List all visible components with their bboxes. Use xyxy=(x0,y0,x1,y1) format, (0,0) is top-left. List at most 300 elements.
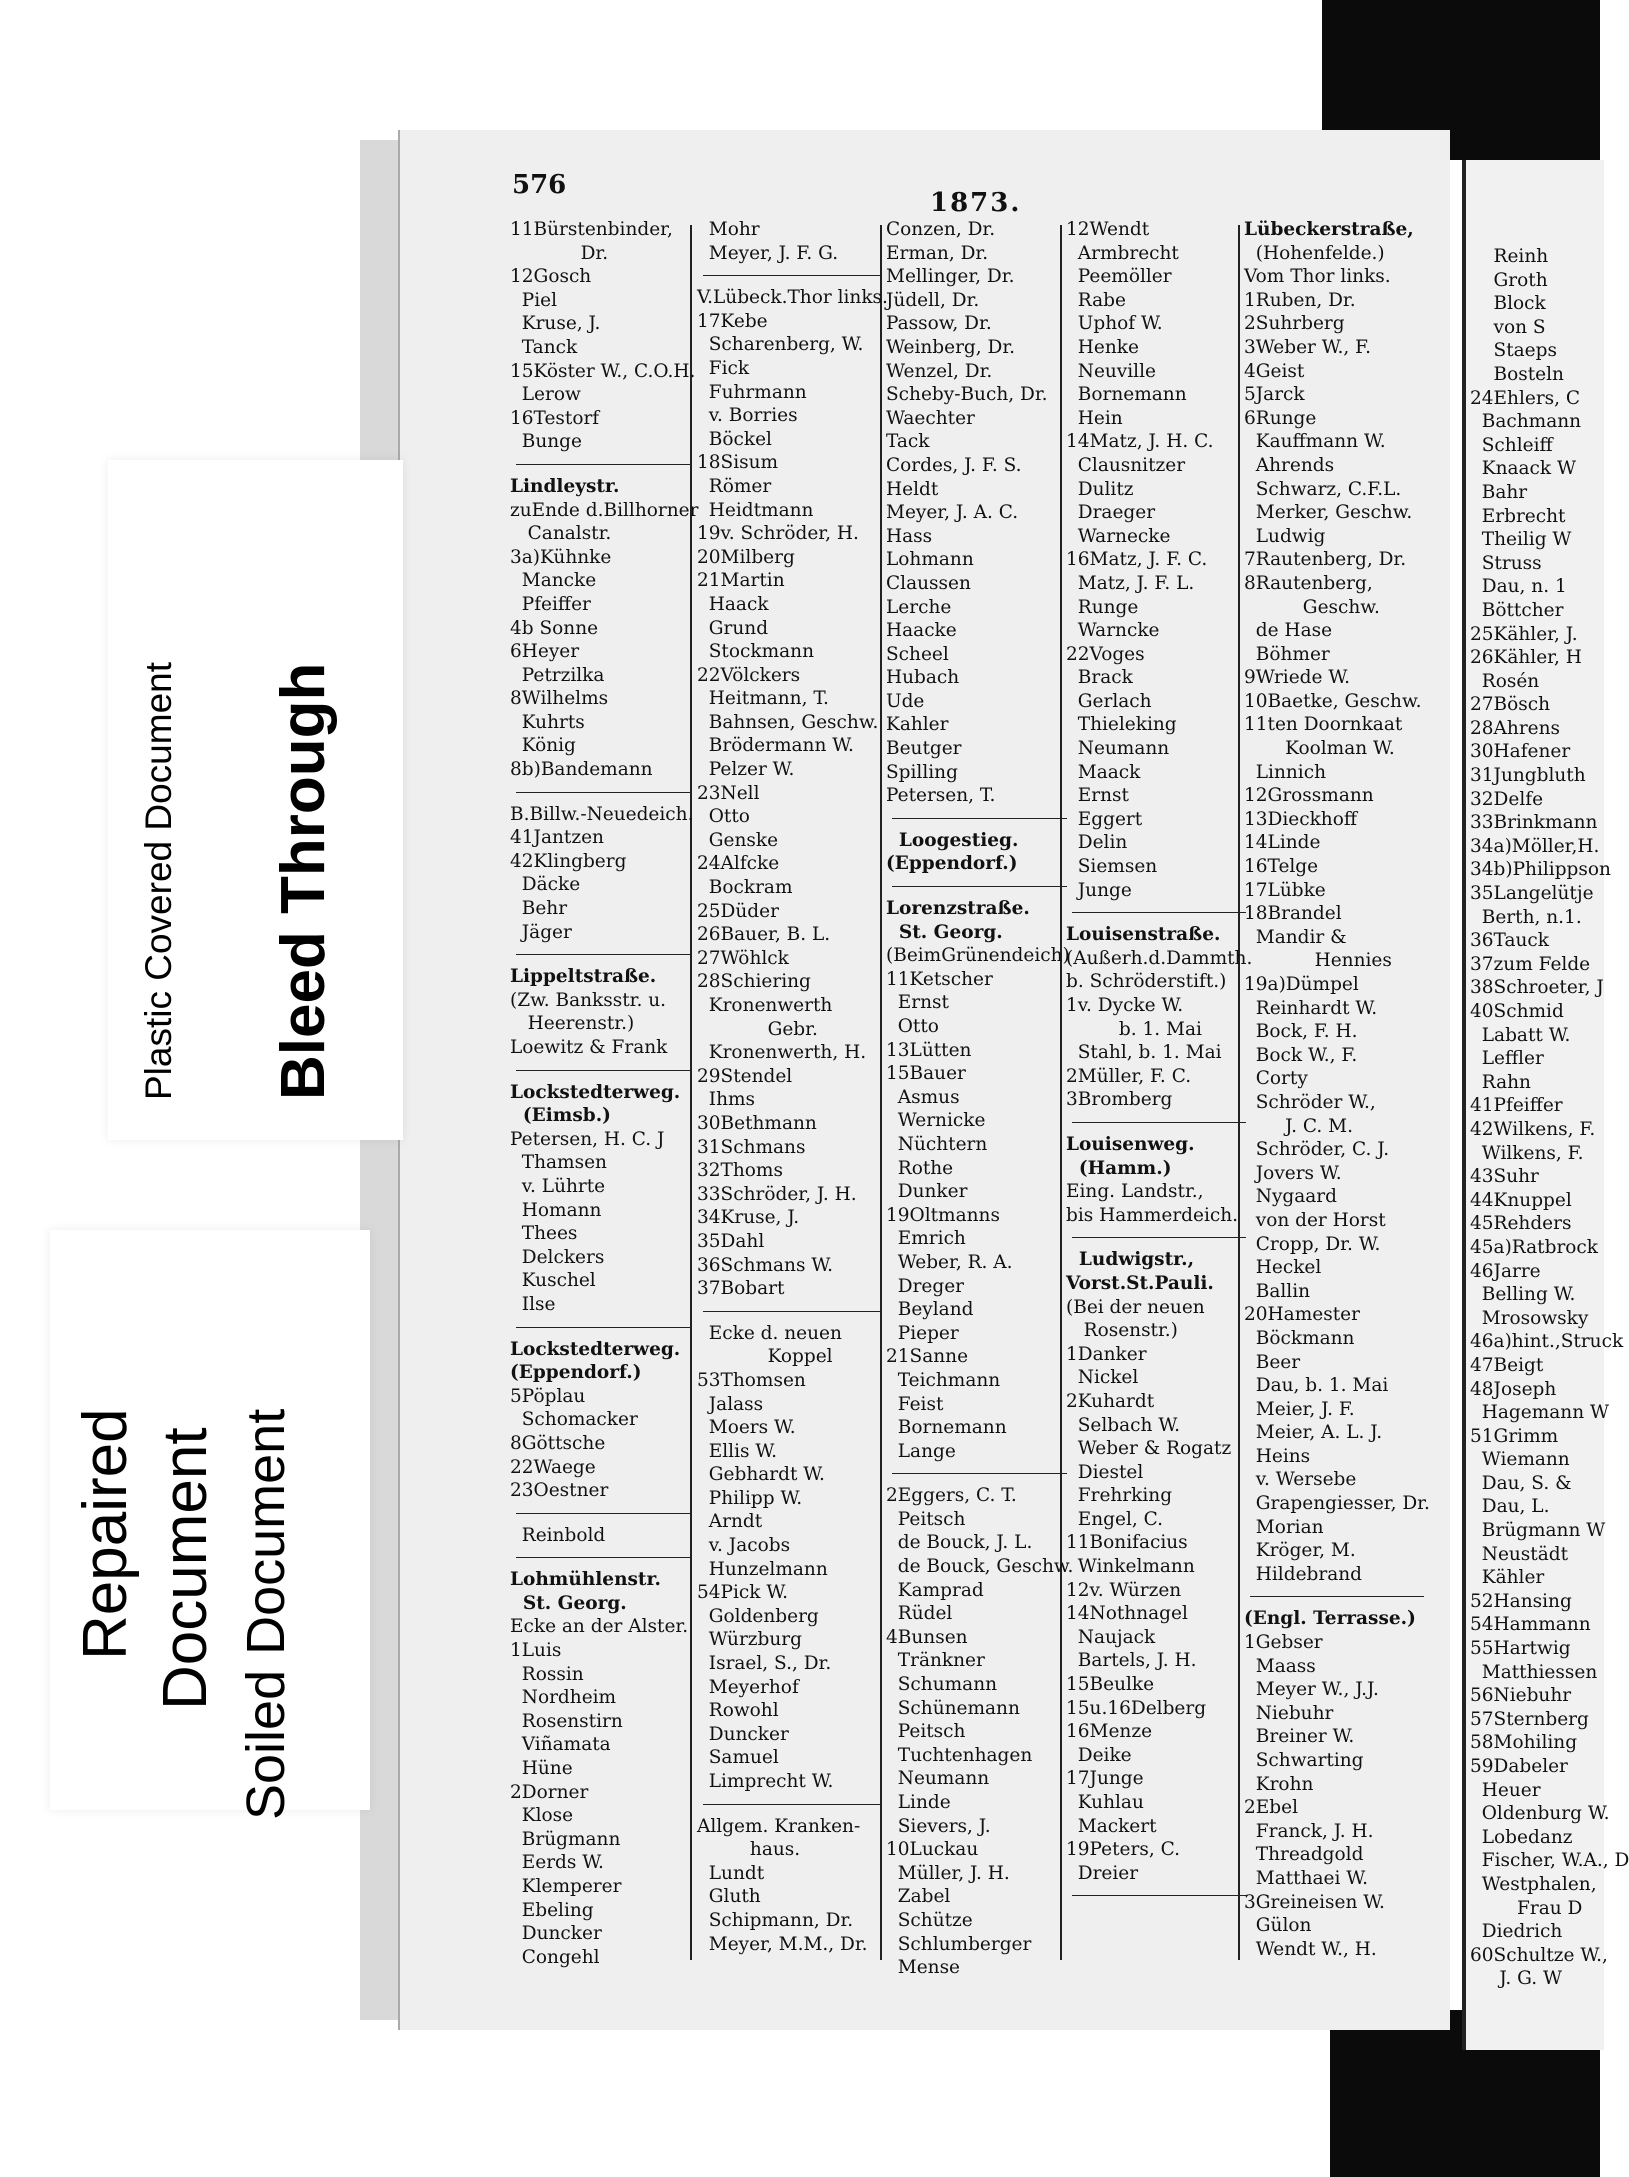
directory-entry: Tränkner xyxy=(886,1650,985,1672)
directory-entry: Runge xyxy=(1066,596,1139,618)
directory-entry: Geschw. xyxy=(1244,596,1380,618)
directory-entry: 13Dieckhoff xyxy=(1244,808,1358,830)
adjacent-page-entry: Frau D xyxy=(1470,1897,1583,1919)
directory-entry: haus. xyxy=(697,1839,801,1861)
directory-entry: Genske xyxy=(697,829,779,851)
directory-entry: Hildebrand xyxy=(1244,1563,1362,1585)
directory-entry: 30Bethmann xyxy=(697,1112,817,1134)
directory-entry: Viñamata xyxy=(510,1734,611,1756)
directory-entry: Lange xyxy=(886,1440,956,1462)
directory-entry: Peemöller xyxy=(1066,266,1172,288)
directory-entry: Ernst xyxy=(886,992,949,1014)
directory-entry: Heins xyxy=(1244,1445,1311,1467)
directory-entry: 6Runge xyxy=(1244,407,1317,429)
directory-entry: Eggert xyxy=(1066,808,1143,830)
directory-entry: Zabel xyxy=(886,1886,951,1908)
directory-entry: 11ten Doornkaat xyxy=(1244,714,1403,736)
adjacent-page-entry: Matthiessen xyxy=(1470,1661,1598,1683)
directory-entry: Otto xyxy=(886,1016,939,1037)
directory-entry: Bahnsen, Geschw. xyxy=(697,711,879,733)
directory-entry: Gerlach xyxy=(1066,690,1152,712)
page-year: 1873. xyxy=(930,188,1022,218)
directory-entry: Ecke an der Alster. xyxy=(510,1616,689,1638)
directory-entry: Scheby-Buch, Dr. xyxy=(886,384,1048,406)
directory-entry: b. 1. Mai xyxy=(1066,1018,1202,1040)
directory-entry: 3a)Kühnke xyxy=(510,546,612,568)
directory-entry: Otto xyxy=(697,806,750,828)
adjacent-page-entry: Wiemann xyxy=(1470,1449,1570,1471)
directory-entry: Weber, R. A. xyxy=(886,1251,1013,1273)
adjacent-page-entry: 60Schultze W., xyxy=(1470,1944,1608,1966)
directory-entry: 31Schmans xyxy=(697,1136,806,1158)
directory-entry: Brügmann xyxy=(510,1828,621,1850)
directory-entry: 36Schmans W. xyxy=(697,1254,834,1276)
directory-entry: Linnich xyxy=(1244,761,1326,783)
directory-entry: bis Hammerdeich. xyxy=(1066,1204,1239,1226)
adjacent-page-entry: 43Suhr xyxy=(1470,1166,1539,1188)
directory-entry: Winkelmann xyxy=(1066,1556,1195,1578)
directory-entry: Meier, J. F. xyxy=(1244,1398,1355,1420)
directory-entry: Tuchtenhagen xyxy=(886,1744,1033,1766)
directory-entry: Ilse xyxy=(510,1293,556,1315)
directory-entry: Nickel xyxy=(1066,1367,1139,1389)
adjacent-page-entry: 46a)hint.,Struck xyxy=(1470,1331,1624,1353)
directory-entry: Hein xyxy=(1066,407,1123,429)
directory-entry: Moers W. xyxy=(697,1417,796,1439)
directory-entry: Niebuhr xyxy=(1244,1702,1334,1724)
directory-entry: Siemsen xyxy=(1066,856,1158,878)
directory-entry: (Zw. Banksstr. u. xyxy=(510,989,667,1011)
adjacent-page-entry: 40Schmid xyxy=(1470,1001,1564,1022)
directory-entry: Homann xyxy=(510,1199,602,1221)
directory-entry: 8b)Bandemann xyxy=(510,759,653,781)
directory-entry: 33Schröder, J. H. xyxy=(697,1183,857,1205)
directory-entry: Heitmann, T. xyxy=(697,688,829,710)
section-rule xyxy=(703,1804,882,1805)
directory-entry: Petersen, H. C. J xyxy=(510,1128,665,1150)
directory-entry: de Hase xyxy=(1244,620,1333,642)
directory-entry: Loewitz & Frank xyxy=(510,1037,668,1058)
plastic-covered-label: Plastic Covered Document xyxy=(138,661,179,1100)
directory-entry: 1Ruben, Dr. xyxy=(1244,289,1356,311)
directory-entry: Heldt xyxy=(886,478,939,500)
directory-entry: Ludwig xyxy=(1244,525,1326,547)
directory-entry: Bockram xyxy=(697,877,793,899)
directory-entry: Passow, Dr. xyxy=(886,313,992,335)
adjacent-page-entry: Labatt W. xyxy=(1470,1024,1571,1046)
directory-entry: Delin xyxy=(1066,832,1128,854)
directory-entry: Emrich xyxy=(886,1228,966,1250)
directory-entry: Kronenwerth, H. xyxy=(697,1042,867,1064)
adjacent-page-entry: Mrosowsky xyxy=(1470,1307,1589,1329)
directory-entry: 8Wilhelms xyxy=(510,688,609,710)
directory-entry: Bock W., F. xyxy=(1244,1044,1358,1066)
directory-entry: Rossin xyxy=(510,1663,584,1685)
directory-entry: 3Weber W., F. xyxy=(1244,336,1371,358)
directory-entry: Matz, J. F. L. xyxy=(1066,572,1195,594)
adjacent-page-entry: 58Mohiling xyxy=(1470,1732,1578,1754)
directory-column-4 xyxy=(1066,218,1252,1906)
directory-entry: Kruse, J. xyxy=(510,313,601,335)
adjacent-page-entry: von S xyxy=(1470,316,1546,338)
street-heading: St. Georg. xyxy=(510,1592,627,1614)
adjacent-page-entry: 48Joseph xyxy=(1470,1378,1557,1400)
adjacent-page-entry: 32Delfe xyxy=(1470,788,1544,810)
directory-entry: 17Kebe xyxy=(697,310,768,332)
street-heading: (Eppendorf.) xyxy=(510,1362,642,1384)
directory-entry: 17Lübke xyxy=(1244,879,1326,901)
repaired-soiled-label xyxy=(50,1230,370,1820)
directory-entry: König xyxy=(510,735,576,757)
adjacent-page-entry: 42Wilkens, F. xyxy=(1470,1118,1596,1140)
directory-entry: Peitsch xyxy=(886,1721,966,1743)
directory-entry: Waechter xyxy=(886,407,975,429)
adjacent-page-entry: Dau, L. xyxy=(1470,1496,1550,1518)
directory-column-5 xyxy=(1244,218,1430,1961)
directory-entry: Dunker xyxy=(886,1181,968,1203)
directory-entry: Vom Thor links. xyxy=(1244,266,1391,288)
directory-entry: Frehrking xyxy=(1066,1485,1173,1507)
directory-entry: Wernicke xyxy=(886,1110,986,1132)
street-heading: Lockstedterweg. xyxy=(510,1081,681,1103)
directory-entry: Mackert xyxy=(1066,1815,1157,1837)
directory-entry: Weber & Rogatz xyxy=(1066,1438,1232,1460)
directory-entry: Warnecke xyxy=(1066,525,1171,547)
directory-entry: Teichmann xyxy=(886,1369,1001,1391)
directory-entry: Mohr xyxy=(697,219,760,240)
directory-entry: Böckel xyxy=(697,428,772,450)
adjacent-page-entry: 26Kähler, H xyxy=(1470,647,1582,669)
directory-entry: Dau, b. 1. Mai xyxy=(1244,1375,1389,1397)
adjacent-page-entry: Erbrecht xyxy=(1470,505,1566,527)
directory-entry: Delckers xyxy=(510,1246,605,1268)
directory-entry: 6Heyer xyxy=(510,641,580,663)
directory-entry: Duncker xyxy=(697,1723,789,1745)
directory-entry: Meyerhof xyxy=(697,1676,799,1698)
directory-entry: 16Telge xyxy=(1244,856,1319,878)
directory-entry: 3Greineisen W. xyxy=(1244,1891,1385,1913)
adjacent-page-entry: 46Jarre xyxy=(1470,1260,1541,1282)
directory-entry: 17Junge xyxy=(1066,1768,1144,1790)
adjacent-page-entry: 38Schroeter, J xyxy=(1470,977,1604,999)
directory-entry: Pelzer W. xyxy=(697,759,795,781)
directory-entry: Mense xyxy=(886,1957,961,1979)
directory-entry: Böhmer xyxy=(1244,643,1330,665)
directory-entry: 1Danker xyxy=(1066,1343,1147,1365)
adjacent-page-entry: 45Rehders xyxy=(1470,1213,1572,1235)
street-heading: Loogestieg. xyxy=(886,829,1019,851)
directory-entry: 35Dahl xyxy=(697,1230,765,1252)
directory-entry: 20Milberg xyxy=(697,546,795,568)
directory-entry: Draeger xyxy=(1066,502,1156,524)
section-rule xyxy=(1072,912,1246,913)
directory-entry: Sievers, J. xyxy=(886,1815,991,1837)
directory-entry: Scheel xyxy=(886,643,949,665)
directory-entry: Pfeiffer xyxy=(510,593,591,615)
adjacent-page-entry: Schleiff xyxy=(1470,434,1553,456)
directory-entry: Engel, C. xyxy=(1066,1508,1164,1530)
adjacent-page-entry: Kähler xyxy=(1470,1567,1545,1589)
adjacent-page-entry: 57Sternberg xyxy=(1470,1708,1589,1730)
directory-entry: Ahrends xyxy=(1244,454,1335,476)
adjacent-page-entry: Heuer xyxy=(1470,1779,1541,1801)
adjacent-page-entry: Rahn xyxy=(1470,1071,1531,1093)
directory-entry: 19Peters, C. xyxy=(1066,1839,1180,1861)
directory-entry: Jalass xyxy=(697,1393,764,1415)
directory-entry: Neumann xyxy=(886,1768,990,1790)
directory-entry: Hunzelmann xyxy=(697,1558,828,1580)
adjacent-page-entry: 27Bösch xyxy=(1470,694,1551,716)
directory-entry: Bunge xyxy=(510,431,582,453)
street-heading: (Eimsb.) xyxy=(510,1105,611,1127)
directory-entry: Eerds W. xyxy=(510,1852,604,1874)
directory-entry: Mancke xyxy=(510,570,597,592)
directory-entry: 22Voges xyxy=(1066,643,1145,665)
directory-entry: v. Jacobs xyxy=(697,1535,791,1557)
directory-entry: Spilling xyxy=(886,761,958,783)
directory-entry: B.Billw.-Neuedeich. xyxy=(510,803,694,825)
section-rule xyxy=(1072,1122,1246,1123)
directory-entry: Haacke xyxy=(886,620,957,642)
directory-entry: Maack xyxy=(1066,761,1141,783)
directory-entry: Kröger, M. xyxy=(1244,1540,1356,1562)
directory-entry: (Bei der neuen xyxy=(1066,1296,1205,1318)
directory-entry: (Außerh.d.Dammth. xyxy=(1066,947,1253,969)
directory-entry: v. Borries xyxy=(697,405,798,427)
adjacent-page-entry: Belling W. xyxy=(1470,1284,1576,1306)
directory-entry: Schröder W., xyxy=(1244,1091,1376,1113)
directory-entry: 42Klingberg xyxy=(510,850,627,872)
adjacent-page-entry: Oldenburg W. xyxy=(1470,1803,1610,1825)
directory-entry: Thees xyxy=(510,1223,578,1245)
directory-entry: 2Müller, F. C. xyxy=(1066,1065,1192,1087)
section-rule xyxy=(516,464,692,465)
directory-entry: Ecke d. neuen xyxy=(697,1322,842,1344)
directory-entry: (BeimGrünendeich) xyxy=(886,945,1070,967)
adjacent-page-entry: Westphalen, xyxy=(1470,1873,1597,1895)
directory-entry: Schlumberger xyxy=(886,1933,1032,1955)
directory-entry: v. Lührte xyxy=(510,1175,606,1197)
directory-entry: Böckmann xyxy=(1244,1327,1355,1349)
directory-entry: Klose xyxy=(510,1805,574,1827)
directory-entry: Gebr. xyxy=(697,1018,818,1040)
directory-entry: Kahler xyxy=(886,714,949,736)
directory-entry: Meier, A. L. J. xyxy=(1244,1422,1383,1444)
directory-entry: Reinbold xyxy=(510,1524,606,1546)
adjacent-page-entry: Knaack W xyxy=(1470,458,1577,480)
directory-entry: Goldenberg xyxy=(697,1605,819,1627)
directory-entry: Merker, Geschw. xyxy=(1244,502,1413,524)
directory-entry: Bornemann xyxy=(886,1417,1007,1439)
directory-entry: Lerow xyxy=(510,384,581,406)
street-heading: Louisenstraße. xyxy=(1066,924,1221,946)
directory-entry: Deike xyxy=(1066,1744,1132,1766)
adjacent-page-entry: Dau, S. & xyxy=(1470,1472,1572,1494)
directory-entry: Henke xyxy=(1066,336,1139,358)
directory-entry: Dreier xyxy=(1066,1862,1139,1884)
directory-entry: Kuhrts xyxy=(510,711,585,733)
directory-entry: Ernst xyxy=(1066,785,1129,807)
directory-entry: Kuhlau xyxy=(1066,1792,1144,1813)
directory-entry: Beyland xyxy=(886,1299,974,1321)
directory-entry: 12Gosch xyxy=(510,266,592,288)
directory-entry: Schomacker xyxy=(510,1409,638,1431)
adjacent-page-column xyxy=(1470,245,1629,1991)
directory-entry: 9Wriede W. xyxy=(1244,667,1350,689)
directory-entry: Scharenberg, W. xyxy=(697,334,864,356)
street-heading: Ludwigstr., xyxy=(1066,1249,1195,1271)
directory-entry: Nygaard xyxy=(1244,1186,1337,1208)
directory-entry: 4b Sonne xyxy=(510,617,599,639)
directory-entry: 22Waege xyxy=(510,1456,596,1478)
adjacent-page-entry: 47Beigt xyxy=(1470,1354,1544,1376)
directory-entry: Mandir & xyxy=(1244,926,1347,948)
directory-column-3 xyxy=(886,218,1073,1980)
directory-entry: Claussen xyxy=(886,572,971,594)
directory-entry: 19Oltmanns xyxy=(886,1204,1000,1226)
directory-entry: Corty xyxy=(1244,1068,1308,1090)
adjacent-page-entry: Groth xyxy=(1470,269,1548,291)
directory-entry: 22Völckers xyxy=(697,664,801,686)
section-rule xyxy=(892,886,1067,887)
directory-entry: Maass xyxy=(1244,1655,1316,1677)
directory-entry: 8Göttsche xyxy=(510,1432,606,1454)
directory-entry: 7Rautenberg, Dr. xyxy=(1244,549,1407,571)
street-heading: (Engl. Terrasse.) xyxy=(1244,1608,1416,1630)
directory-entry: Beutger xyxy=(886,738,962,760)
adjacent-page-entry: 45a)Ratbrock xyxy=(1470,1236,1599,1258)
adjacent-page-entry: Böttcher xyxy=(1470,599,1564,621)
directory-column-2 xyxy=(697,218,888,1956)
directory-entry: Linde xyxy=(886,1792,951,1813)
adjacent-page-entry: 44Knuppel xyxy=(1470,1189,1572,1211)
directory-entry: Wenzel, Dr. xyxy=(886,360,993,382)
directory-entry: Reinhardt W. xyxy=(1244,997,1378,1019)
directory-entry: Rowohl xyxy=(697,1700,779,1722)
directory-entry: Arndt xyxy=(697,1511,763,1533)
adjacent-page-entry: Bachmann xyxy=(1470,411,1582,433)
directory-entry: Gluth xyxy=(697,1886,761,1908)
directory-entry: Kronenwerth xyxy=(697,995,833,1016)
adjacent-page-entry: Hagemann W xyxy=(1470,1402,1610,1424)
directory-entry: Ude xyxy=(886,690,925,712)
directory-entry: Würzburg xyxy=(697,1629,802,1651)
adjacent-page-entry: 28Ahrens xyxy=(1470,717,1561,739)
directory-entry: Threadgold xyxy=(1244,1844,1364,1866)
section-rule xyxy=(516,792,692,793)
directory-entry: Meyer W., J.J. xyxy=(1244,1679,1379,1701)
directory-entry: 1Gebser xyxy=(1244,1632,1323,1654)
repaired-label-line2: Document xyxy=(151,1427,220,1710)
bleed-through-label: Bleed Through xyxy=(269,662,338,1100)
directory-entry: Israel, S., Dr. xyxy=(697,1653,832,1675)
directory-entry: 18Sisum xyxy=(697,452,779,474)
section-rule xyxy=(1072,1237,1246,1238)
directory-entry: Uphof W. xyxy=(1066,313,1163,335)
directory-entry: Jäger xyxy=(510,921,572,943)
section-rule xyxy=(703,275,882,276)
directory-entry: Congehl xyxy=(510,1946,600,1968)
directory-entry: zuEnde d.Billhorner xyxy=(510,499,699,521)
directory-entry: 3Bromberg xyxy=(1066,1089,1173,1111)
directory-entry: Diestel xyxy=(1066,1461,1144,1483)
adjacent-page-entry: Bahr xyxy=(1470,481,1528,503)
directory-entry: Selbach W. xyxy=(1066,1414,1180,1436)
adjacent-page-entry: Brügmann W xyxy=(1470,1520,1606,1542)
directory-entry: 15u.16Delberg xyxy=(1066,1697,1207,1719)
street-heading: Lindleystr. xyxy=(510,475,620,497)
directory-entry: Bock, F. H. xyxy=(1244,1021,1358,1043)
adjacent-page-entry: 41Pfeiffer xyxy=(1470,1095,1563,1117)
directory-entry: Kuschel xyxy=(510,1270,596,1292)
directory-entry: Däcke xyxy=(510,874,581,896)
directory-entry: Müller, J. H. xyxy=(886,1862,1010,1884)
directory-entry: Jovers W. xyxy=(1244,1162,1342,1184)
directory-entry: Rabe xyxy=(1066,289,1126,311)
directory-entry: 2Suhrberg xyxy=(1244,313,1345,335)
adjacent-page-entry: Wilkens, F. xyxy=(1470,1142,1584,1164)
directory-entry: 24Alfcke xyxy=(697,853,780,875)
directory-entry: 8Rautenberg, xyxy=(1244,572,1373,594)
directory-entry: Fick xyxy=(697,357,750,379)
directory-entry: Petersen, T. xyxy=(886,785,996,807)
directory-entry: Allgem. Kranken- xyxy=(697,1815,861,1837)
section-rule xyxy=(516,1557,692,1558)
directory-entry: Lohmann xyxy=(886,549,974,571)
directory-entry: Behr xyxy=(510,898,568,920)
adjacent-page-entry: Bosteln xyxy=(1470,363,1564,385)
directory-entry: 2Dorner xyxy=(510,1781,589,1803)
section-rule xyxy=(516,954,692,955)
street-heading: Lübeckerstraße, xyxy=(1244,219,1414,240)
adjacent-page-entry: Berth, n.1. xyxy=(1470,906,1582,928)
adjacent-page-entry: Theilig W xyxy=(1470,529,1572,551)
directory-entry: Conzen, Dr. xyxy=(886,219,996,240)
directory-entry: Cropp, Dr. W. xyxy=(1244,1233,1381,1255)
directory-entry: 2Eggers, C. T. xyxy=(886,1485,1017,1507)
section-rule xyxy=(516,1070,692,1071)
directory-entry: Hennies xyxy=(1244,950,1392,972)
directory-entry: Koppel xyxy=(697,1346,833,1368)
soiled-document-label: Soiled Document xyxy=(236,1408,296,1820)
directory-entry: Armbrecht xyxy=(1066,242,1179,264)
directory-entry: 13Lütten xyxy=(886,1039,972,1061)
directory-entry: 19v. Schröder, H. xyxy=(697,523,859,545)
adjacent-page-entry: 36Tauck xyxy=(1470,930,1549,952)
adjacent-page-entry: Staeps xyxy=(1470,340,1557,362)
directory-entry: 29Stendel xyxy=(697,1065,793,1087)
directory-entry: Grund xyxy=(697,617,769,639)
adjacent-page-entry: Rosén xyxy=(1470,670,1540,692)
directory-entry: Rosenstirn xyxy=(510,1710,623,1732)
adjacent-page-entry: 59Dabeler xyxy=(1470,1756,1568,1777)
directory-entry: Breiner W. xyxy=(1244,1726,1355,1748)
adjacent-page-entry: 34a)Möller,H. xyxy=(1470,835,1600,857)
directory-entry: Hubach xyxy=(886,667,960,689)
directory-entry: de Bouck, Geschw. xyxy=(886,1556,1074,1578)
section-rule xyxy=(516,1513,692,1514)
street-heading: Vorst.St.Pauli. xyxy=(1066,1272,1214,1294)
directory-entry: Meyer, M.M., Dr. xyxy=(697,1933,868,1955)
adjacent-page-entry: 30Hafener xyxy=(1470,741,1571,763)
directory-entry: Hüne xyxy=(510,1758,573,1780)
directory-entry: Weinberg, Dr. xyxy=(886,336,1016,358)
street-heading: (Eppendorf.) xyxy=(886,853,1018,875)
adjacent-page-entry: Block xyxy=(1470,293,1546,315)
directory-entry: b. Schröderstift.) xyxy=(1066,971,1227,993)
directory-entry: Morian xyxy=(1244,1516,1324,1538)
directory-entry: 4Geist xyxy=(1244,360,1305,382)
